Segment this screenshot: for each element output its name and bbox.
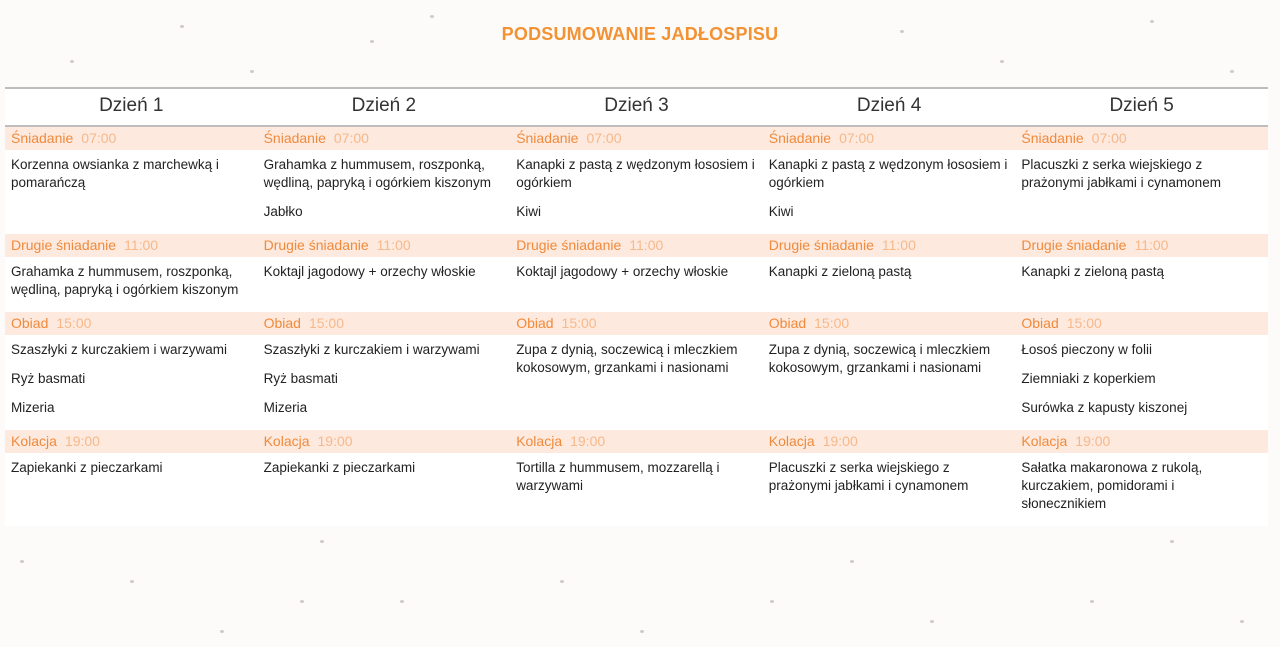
day-header: Dzień 2 (351, 95, 417, 116)
background-speck (20, 560, 24, 563)
meal-band (5, 127, 1268, 150)
meal-cell (1015, 150, 1268, 234)
meal-time: 15:00 (56, 315, 92, 331)
meal-name: Obiad (516, 315, 554, 331)
background-speck (130, 580, 134, 583)
dish-item: Placuszki z serka wiejskiego z prażonymi jabłkami i cynamonem (768, 460, 969, 493)
meal-label (258, 234, 511, 257)
meal-cell (258, 150, 511, 234)
meal-name: Drugie śniadanie (263, 237, 369, 253)
meal-time: 07:00 (333, 130, 369, 146)
meal-time: 19:00 (1075, 433, 1111, 449)
meal-content-row (5, 335, 1268, 430)
background-speck (770, 600, 774, 603)
dish-item: Szaszłyki z kurczakiem i warzywami (263, 342, 480, 357)
dish-item: Ziemniaki z koperkiem (1021, 371, 1156, 386)
meal-name: Obiad (263, 315, 301, 331)
dish-item: Tortilla z hummusem, mozzarellą i warzywami (516, 460, 720, 493)
background-speck (1000, 60, 1004, 63)
background-speck (1230, 70, 1234, 73)
meal-time: 07:00 (81, 130, 117, 146)
meal-label (258, 127, 511, 150)
meal-time: 15:00 (814, 315, 850, 331)
background-speck (1170, 540, 1174, 543)
meal-name: Drugie śniadanie (768, 237, 874, 253)
background-speck (300, 600, 304, 603)
dish-item: Jabłko (263, 204, 303, 219)
meal-cell (258, 453, 511, 526)
dish-item: Zapiekanki z pieczarkami (263, 460, 416, 475)
dish-item: Grahamka z hummusem, roszponką, wędliną, papryką i ogórkiem kiszonym (263, 157, 491, 190)
dish-item: Kanapki z zieloną pastą (1021, 264, 1164, 279)
meal-band (5, 430, 1268, 453)
dish-item: Koktajl jagodowy + orzechy włoskie (263, 264, 476, 279)
background-speck (1240, 620, 1244, 623)
meal-name: Śniadanie (263, 130, 326, 146)
dish-item: Korzenna owsianka z marchewką i pomarańczą (11, 157, 219, 190)
meal-name: Drugie śniadanie (516, 237, 622, 253)
meal-label (510, 430, 763, 453)
background-speck (1150, 20, 1154, 23)
meal-cell (763, 257, 1016, 312)
meal-cell (763, 335, 1016, 430)
day-header: Dzień 5 (1109, 95, 1174, 116)
meal-label (510, 127, 763, 150)
dish-item: Zupa z dynią, soczewicą i mleczkiem kokosowym, grzankami i nasionami (516, 342, 738, 375)
meal-name: Kolacja (768, 433, 815, 449)
meal-band (5, 312, 1268, 335)
meal-cell (1015, 257, 1268, 312)
meal-cell (258, 335, 511, 430)
meal-label (5, 127, 258, 150)
dish-item: Łosoś pieczony w folii (1021, 342, 1152, 357)
meal-label (763, 312, 1016, 335)
meal-cell (1015, 453, 1268, 526)
dish-item: Ryż basmati (11, 371, 86, 386)
meal-label (510, 234, 763, 257)
meal-time: 11:00 (124, 237, 159, 253)
background-speck (320, 540, 324, 543)
background-speck (370, 40, 374, 43)
meal-name: Śniadanie (768, 130, 832, 146)
page-title: PODSUMOWANIE JADŁOSPISU (501, 24, 779, 44)
meal-label (1015, 312, 1268, 335)
dish-item: Mizeria (11, 400, 55, 415)
meal-time: 07:00 (1091, 130, 1127, 146)
dish-item: Kanapki z pastą z wędzonym łososiem i ogórkiem (768, 157, 1008, 190)
meal-content-row (5, 150, 1268, 234)
meal-time: 19:00 (64, 433, 100, 449)
background-speck (70, 60, 74, 63)
dish-item: Koktajl jagodowy + orzechy włoskie (516, 264, 729, 279)
background-speck (900, 30, 904, 33)
meal-cell (763, 453, 1016, 526)
meal-band (5, 234, 1268, 257)
dish-item: Mizeria (263, 400, 308, 415)
background-speck (560, 580, 564, 583)
background-speck (180, 25, 184, 28)
background-speck (1090, 600, 1094, 603)
meal-cell (5, 257, 258, 312)
meal-time: 15:00 (1066, 315, 1102, 331)
meal-time: 11:00 (881, 237, 916, 253)
meal-label (510, 312, 763, 335)
meal-name: Kolacja (263, 433, 310, 449)
meal-cell (5, 150, 258, 234)
background-speck (640, 630, 644, 633)
meal-name: Drugie śniadanie (11, 237, 117, 253)
meal-time: 11:00 (376, 237, 411, 253)
meal-time: 07:00 (839, 130, 875, 146)
meal-label (258, 312, 511, 335)
background-speck (930, 620, 934, 623)
background-speck (400, 600, 404, 603)
dish-item: Ryż basmati (263, 371, 338, 386)
dish-item: Kanapki z zieloną pastą (768, 264, 912, 279)
day-header: Dzień 4 (856, 95, 922, 116)
meal-plan-table (5, 87, 1268, 526)
background-speck (220, 630, 224, 633)
meal-name: Śniadanie (516, 130, 579, 146)
meal-name: Obiad (1021, 315, 1059, 331)
meal-time: 19:00 (822, 433, 858, 449)
meal-label (763, 127, 1016, 150)
meal-label (1015, 430, 1268, 453)
header-row (5, 87, 1268, 127)
meal-name: Obiad (768, 315, 807, 331)
meal-content-row (5, 257, 1268, 312)
meal-cell (763, 150, 1016, 234)
meal-time: 07:00 (586, 130, 622, 146)
day-header: Dzień 3 (604, 95, 669, 116)
meal-cell (510, 257, 763, 312)
dish-item: Zapiekanki z pieczarkami (11, 460, 163, 475)
dish-item: Kanapki z pastą z wędzonym łososiem i ogórkiem (516, 157, 755, 190)
meal-label (763, 234, 1016, 257)
meal-label (5, 430, 258, 453)
background-speck (250, 70, 254, 73)
meal-label (5, 234, 258, 257)
dish-item: Sałatka makaronowa z rukolą, kurczakiem, pomidorami i słonecznikiem (1021, 460, 1203, 511)
meal-name: Śniadanie (11, 130, 74, 146)
meal-cell (5, 453, 258, 526)
meal-label (1015, 127, 1268, 150)
dish-item: Kiwi (516, 204, 541, 219)
meal-cell (258, 257, 511, 312)
meal-label (763, 430, 1016, 453)
meal-cell (5, 335, 258, 430)
meal-time: 11:00 (629, 237, 664, 253)
meal-name: Kolacja (516, 433, 563, 449)
dish-item: Szaszłyki z kurczakiem i warzywami (11, 342, 228, 357)
meal-name: Kolacja (11, 433, 57, 449)
meal-cell (510, 335, 763, 430)
meal-cell (1015, 335, 1268, 430)
background-speck (430, 15, 434, 18)
meal-name: Drugie śniadanie (1021, 237, 1127, 253)
background-speck (850, 560, 854, 563)
dish-item: Kiwi (768, 204, 794, 219)
meal-label (1015, 234, 1268, 257)
meal-time: 19:00 (317, 433, 353, 449)
dish-item: Zupa z dynią, soczewicą i mleczkiem kokosowym, grzankami i nasionami (768, 342, 991, 375)
meal-time: 15:00 (308, 315, 344, 331)
meal-name: Śniadanie (1021, 130, 1084, 146)
meal-content-row (5, 453, 1268, 526)
meal-label (258, 430, 511, 453)
meal-label (5, 312, 258, 335)
meal-time: 11:00 (1134, 237, 1169, 253)
dish-item: Grahamka z hummusem, roszponką, wędliną, papryką i ogórkiem kiszonym (11, 264, 239, 297)
dish-item: Surówka z kapusty kiszonej (1021, 400, 1188, 415)
dish-item: Placuszki z serka wiejskiego z prażonymi jabłkami i cynamonem (1021, 157, 1221, 190)
meal-cell (510, 453, 763, 526)
meal-cell (510, 150, 763, 234)
meal-name: Obiad (11, 315, 49, 331)
meal-time: 19:00 (570, 433, 606, 449)
meal-time: 15:00 (561, 315, 597, 331)
day-header: Dzień 1 (99, 95, 164, 116)
meal-name: Kolacja (1021, 433, 1068, 449)
